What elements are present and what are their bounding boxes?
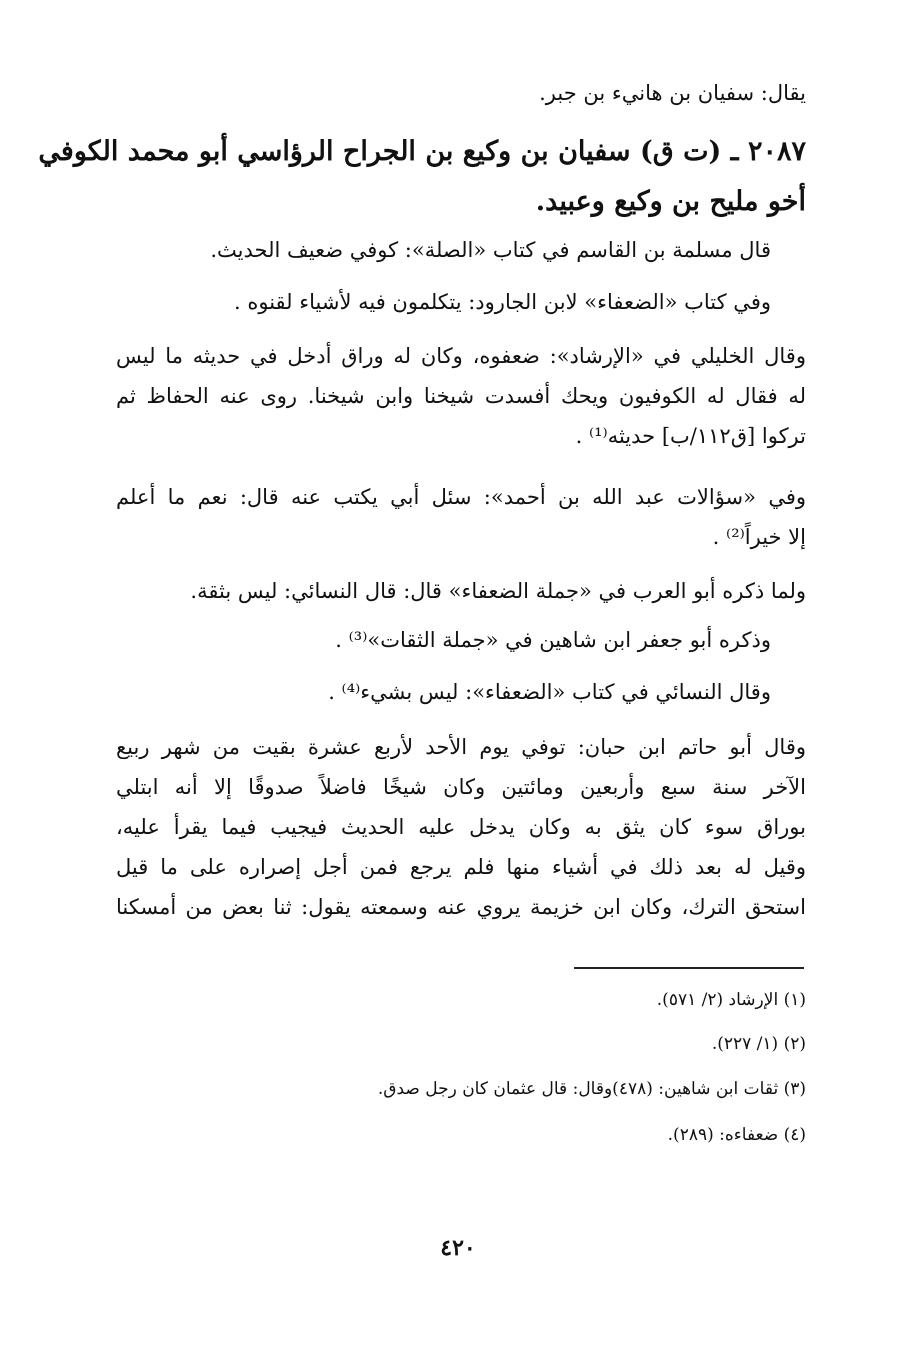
footnote-separator <box>574 967 804 969</box>
text-line-1: يقال: سفيان بن هانيء بن جبر. <box>539 81 806 105</box>
text-line-16: استحق الترك، وكان ابن خزيمة يروي عنه وسمعته يقول: ثنا بعض من أمسكنا <box>116 895 806 919</box>
text-line-7: وفي «سؤالات عبد الله بن أحمد»: سئل أبي يكتب عنه قال: نعم ما أعلم <box>116 485 806 509</box>
text-line-6: تركوا [ق١١٢/ب] حديثه⁽¹⁾ . <box>575 424 806 448</box>
text-line-2: قال مسلمة بن القاسم في كتاب «الصلة»: كوفي ضعيف الحديث. <box>210 238 771 262</box>
text-line-10: وذكره أبو جعفر ابن شاهين في «جملة الثقات»⁽³⁾ . <box>335 628 771 652</box>
footnote-1: (١) الإرشاد (٢/ ٥٧١). <box>656 990 806 1010</box>
entry-heading-line-2: أخو مليح بن وكيع وعبيد. <box>535 186 806 217</box>
text-line-9: ولما ذكره أبو العرب في «جملة الضعفاء» قال: قال النسائي: ليس بثقة. <box>190 579 806 603</box>
text-line-8: إلا خيراً⁽²⁾ . <box>712 525 806 549</box>
text-line-3: وفي كتاب «الضعفاء» لابن الجارود: يتكلمون فيه لأشياء لقنوه . <box>234 290 771 314</box>
text-line-5: له فقال له الكوفيون ويحك أفسدت شيخنا وابن شيخنا. روى عنه الحفاظ ثم <box>116 384 806 408</box>
footnote-4: (٤) ضعفاءه: (٢٨٩). <box>667 1125 806 1145</box>
text-line-13: الآخر سنة سبع وأربعين ومائتين وكان شيخًا فاضلاً صدوقًا إلا أنه ابتلي <box>116 775 806 799</box>
text-line-4: وقال الخليلي في «الإرشاد»: ضعفوه، وكان له وراق أدخل في حديثه ما ليس <box>116 344 806 368</box>
text-line-15: وقيل له بعد ذلك في أشياء منها فلم يرجع فمن أجل إصراره على ما قيل <box>116 855 806 879</box>
footnote-2: (٢) (١/ ٢٢٧). <box>711 1034 806 1054</box>
page-number: ٤٢٠ <box>440 1235 476 1261</box>
entry-heading-line-1: ٢٠٨٧ ـ (ت ق) سفيان بن وكيع بن الجراح الرؤاسي أبو محمد الكوفي <box>38 136 806 167</box>
text-line-14: بوراق سوء كان يثق به وكان يدخل عليه الحديث فيجيب فيما يقرأ عليه، <box>116 815 806 839</box>
footnote-3: (٣) ثقات ابن شاهين: (٤٧٨)وقال: قال عثمان كان رجل صدق. <box>377 1079 806 1099</box>
text-line-11: وقال النسائي في كتاب «الضعفاء»: ليس بشيء⁽⁴⁾ . <box>328 680 771 704</box>
text-line-12: وقال أبو حاتم ابن حبان: توفي يوم الأحد لأربع عشرة بقيت من شهر ربيع <box>116 735 806 759</box>
